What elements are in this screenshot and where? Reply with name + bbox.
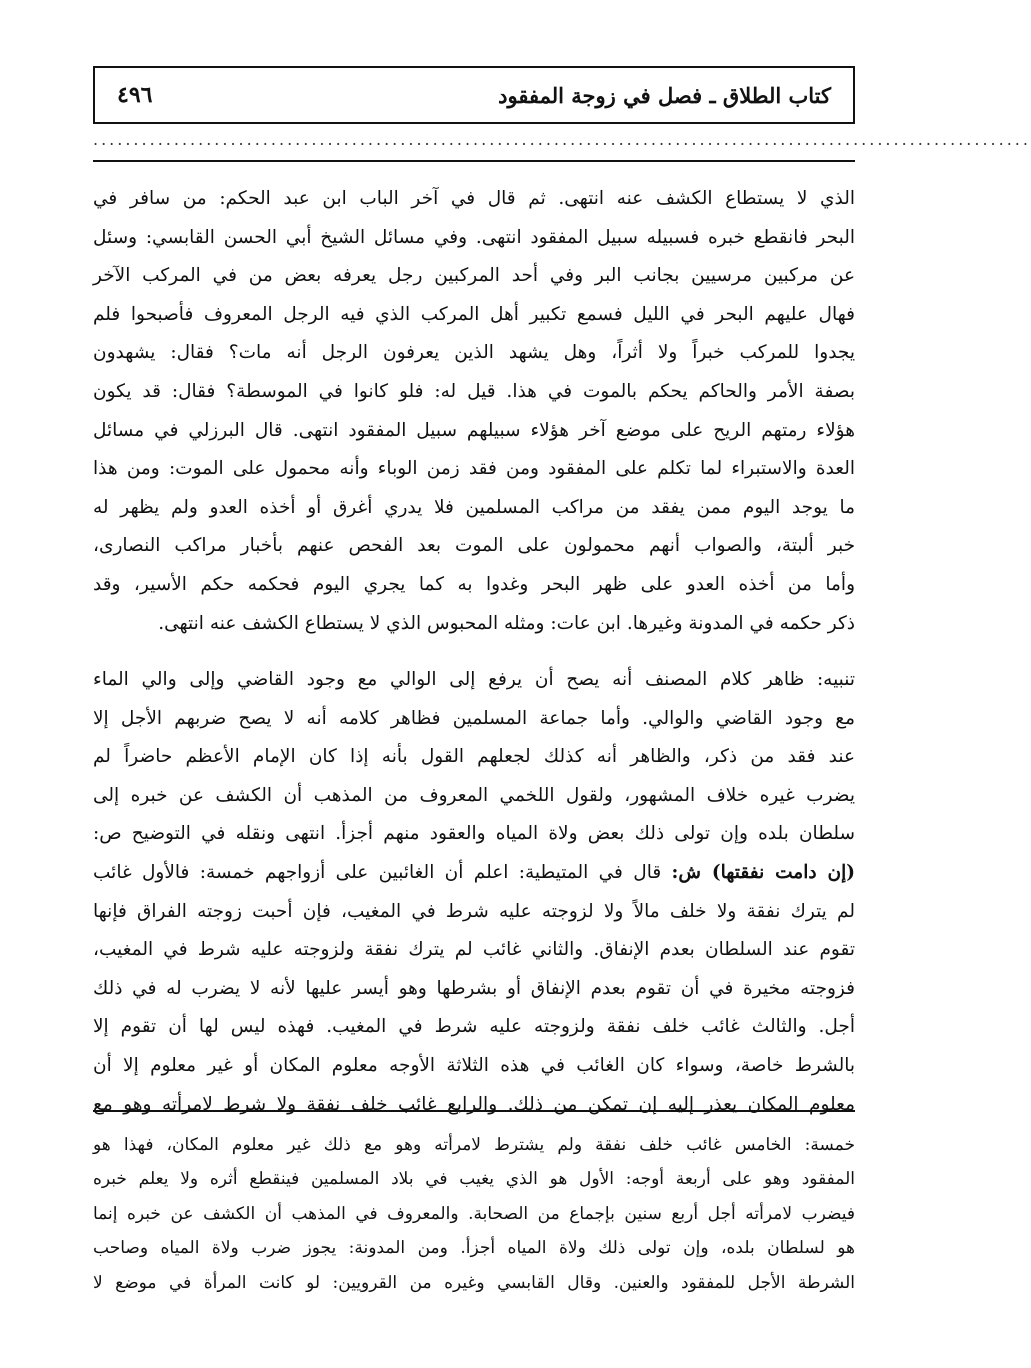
text-line: هؤلاء رمتهم الريح على موضع آخر هؤلاء سبيلهم سبيل المفقود انتهى. قال البرزلي في مسائل xyxy=(93,419,855,441)
text-line: يضرب غيره خلاف المشهور، ولقول اللخمي المعروف من المذهب أن الكشف عن خبره إلى xyxy=(93,784,855,806)
text-line: تنبيه: ظاهر كلام المصنف أنه يصح أن يرفع إلى الوالي مع وجود القاضي وإلى والي الماء xyxy=(93,669,855,690)
text-line: وأما من أخذه العدو على ظهر البحر وغدوا به كما يجري اليوم فحكمه حكم الأسير، وقد xyxy=(93,573,855,595)
text-line: فزوجته مخيرة في أن تقوم بعدم الإنفاق أو بشرطها وهو أيسر عليها لأنه لا يضرب له في ذلك xyxy=(93,977,855,999)
text-line: عند فقد من ذكر، والظاهر أنه كذلك لجعلهم القول بأنه إذا كان الإمام الأعظم حاضراً لم xyxy=(93,746,855,768)
text-line: لم يترك نفقة ولا خلف مالاً ولا لزوجته عليه شرط في المغيب، فإن أحبت زوجته الفراق فإنها xyxy=(93,900,855,922)
page-number: ٤٩٦ xyxy=(117,82,153,108)
footnote-line: هو لسلطان بلده، وإن تولى ذلك ولاة المياه أجزأ. ومن المدونة: يجوز ضرب ولاة المياه وصاحب xyxy=(93,1238,855,1259)
text-line: البحر فانقطع خبره فسبيله سبيل المفقود انتهى. وفي مسائل الشيخ أبي الحسن القابسي: وسئل xyxy=(93,226,855,248)
header-rule xyxy=(93,160,855,162)
footnote-rule xyxy=(93,1110,855,1112)
text-line: معلوم المكان يعذر إليه إن تمكن من ذلك. والرابع غائب خلف نفقة ولا شرط لامرأته وهو مع xyxy=(93,1093,855,1115)
text-line: أجل. والثالث غائب خلف نفقة ولزوجته عليه شرط في المغيب. فهذه ليس لها أن تقوم إلا xyxy=(93,1016,855,1038)
paragraph-2 xyxy=(93,661,855,1124)
footnote-line: خمسة: الخامس غائب خلف نفقة ولم يشترط لامرأته وهو مع ذلك غير معلوم المكان، فهذا هو xyxy=(93,1135,855,1155)
text-line: الذي لا يستطاع الكشف عنه انتهى. ثم قال في آخر الباب ابن عبد الحكم: من سافر في xyxy=(93,188,855,209)
text-line: عن مركبين مرسيين بجانب البر وفي أحد المركبين رجل يعرفه بعض من في المركب الآخر xyxy=(93,265,856,287)
text-line: تقوم عند السلطان بعدم الإنفاق. والثاني غائب لم يترك نفقة ولزوجته عليه شرط في المغيب، xyxy=(93,939,855,961)
text-line: مع وجود القاضي والوالي. وأما جماعة المسلمين فظاهر كلامه أنه لا يصح ضربهم الأجل إلا xyxy=(93,707,855,729)
text-line: ما يوجد اليوم ممن يفقد من مراكب المسلمين فلا يدري أغرق أو أخذه العدو ولم يظهر له xyxy=(93,496,855,518)
text-line: يجدوا للمركب خبراً ولا أثراً، وهل يشهد الذين يعرفون الرجل أنه مات؟ فقال: يشهدون xyxy=(93,342,855,364)
paragraph-1 xyxy=(93,180,855,643)
lead-continuation: قال في المتيطية: اعلم أن الغائبين على أزواجهم خمسة: فالأول غائب xyxy=(93,861,672,883)
footnote-line: فيضرب لامرأته أجل أربع سنين بإجماع من الصحابة. والمعروف في المذهب أن الكشف عن خبره إنما xyxy=(93,1203,855,1224)
text-line: بالشرط خاصة، وسواء كان الغائب في هذه الثلاثة الأوجه معلوم المكان أو غير معلوم إلا أن xyxy=(93,1054,855,1076)
dotted-separator: .................................................................................................................... xyxy=(93,130,1031,149)
bold-lead: (إن دامت نفقتها) ش: xyxy=(671,861,855,883)
footnote-line: المفقود وهو على أربعة أوجه: الأول هو الذي يغيب في بلاد المسلمين فينقطع أثره ولا يعلم خبره xyxy=(93,1169,855,1190)
text-line: فهال عليهم البحر في الليل فسمع تكبير أهل المركب الذي فيه الرجل المعروف فأصبحوا فلم xyxy=(93,303,855,325)
footnote xyxy=(93,1128,855,1300)
text-line: سلطان بلده وإن تولى ذلك بعض ولاة المياه والعقود منهم أجزأ. انتهى ونقله في التوضيح ص: xyxy=(93,823,855,845)
text-line: العدة والاستبراء لما تكلم على المفقود ومن فقد زمن الوباء وأنه محمول على الموت: ومن هذا xyxy=(93,458,855,480)
footnote-line: الشرطة الأجل للمفقود والعنين. وقال القابسي وغيره من القرويين: لو كانت المرأة في موضع لا xyxy=(93,1272,855,1293)
text-line: ذكر حكمه في المدونة وغيرها. ابن عات: ومثله المحبوس الذي لا يستطاع الكشف عنه انتهى. xyxy=(158,612,855,634)
running-header xyxy=(93,66,855,124)
running-title: كتاب الطلاق ـ فصل في زوجة المفقود xyxy=(498,82,831,108)
text-line: خبر ألبتة، والصواب أنهم محمولون على الموت بعد الفحص عنهم بأخبار مراكب النصارى، xyxy=(93,535,855,557)
text-line: بصفة الأمر والحاكم يحكم بالموت في هذا. قيل له: فلو كانوا في الموسطة؟ فقال: قد يكون xyxy=(93,380,855,402)
text-line-with-lead xyxy=(93,854,855,893)
